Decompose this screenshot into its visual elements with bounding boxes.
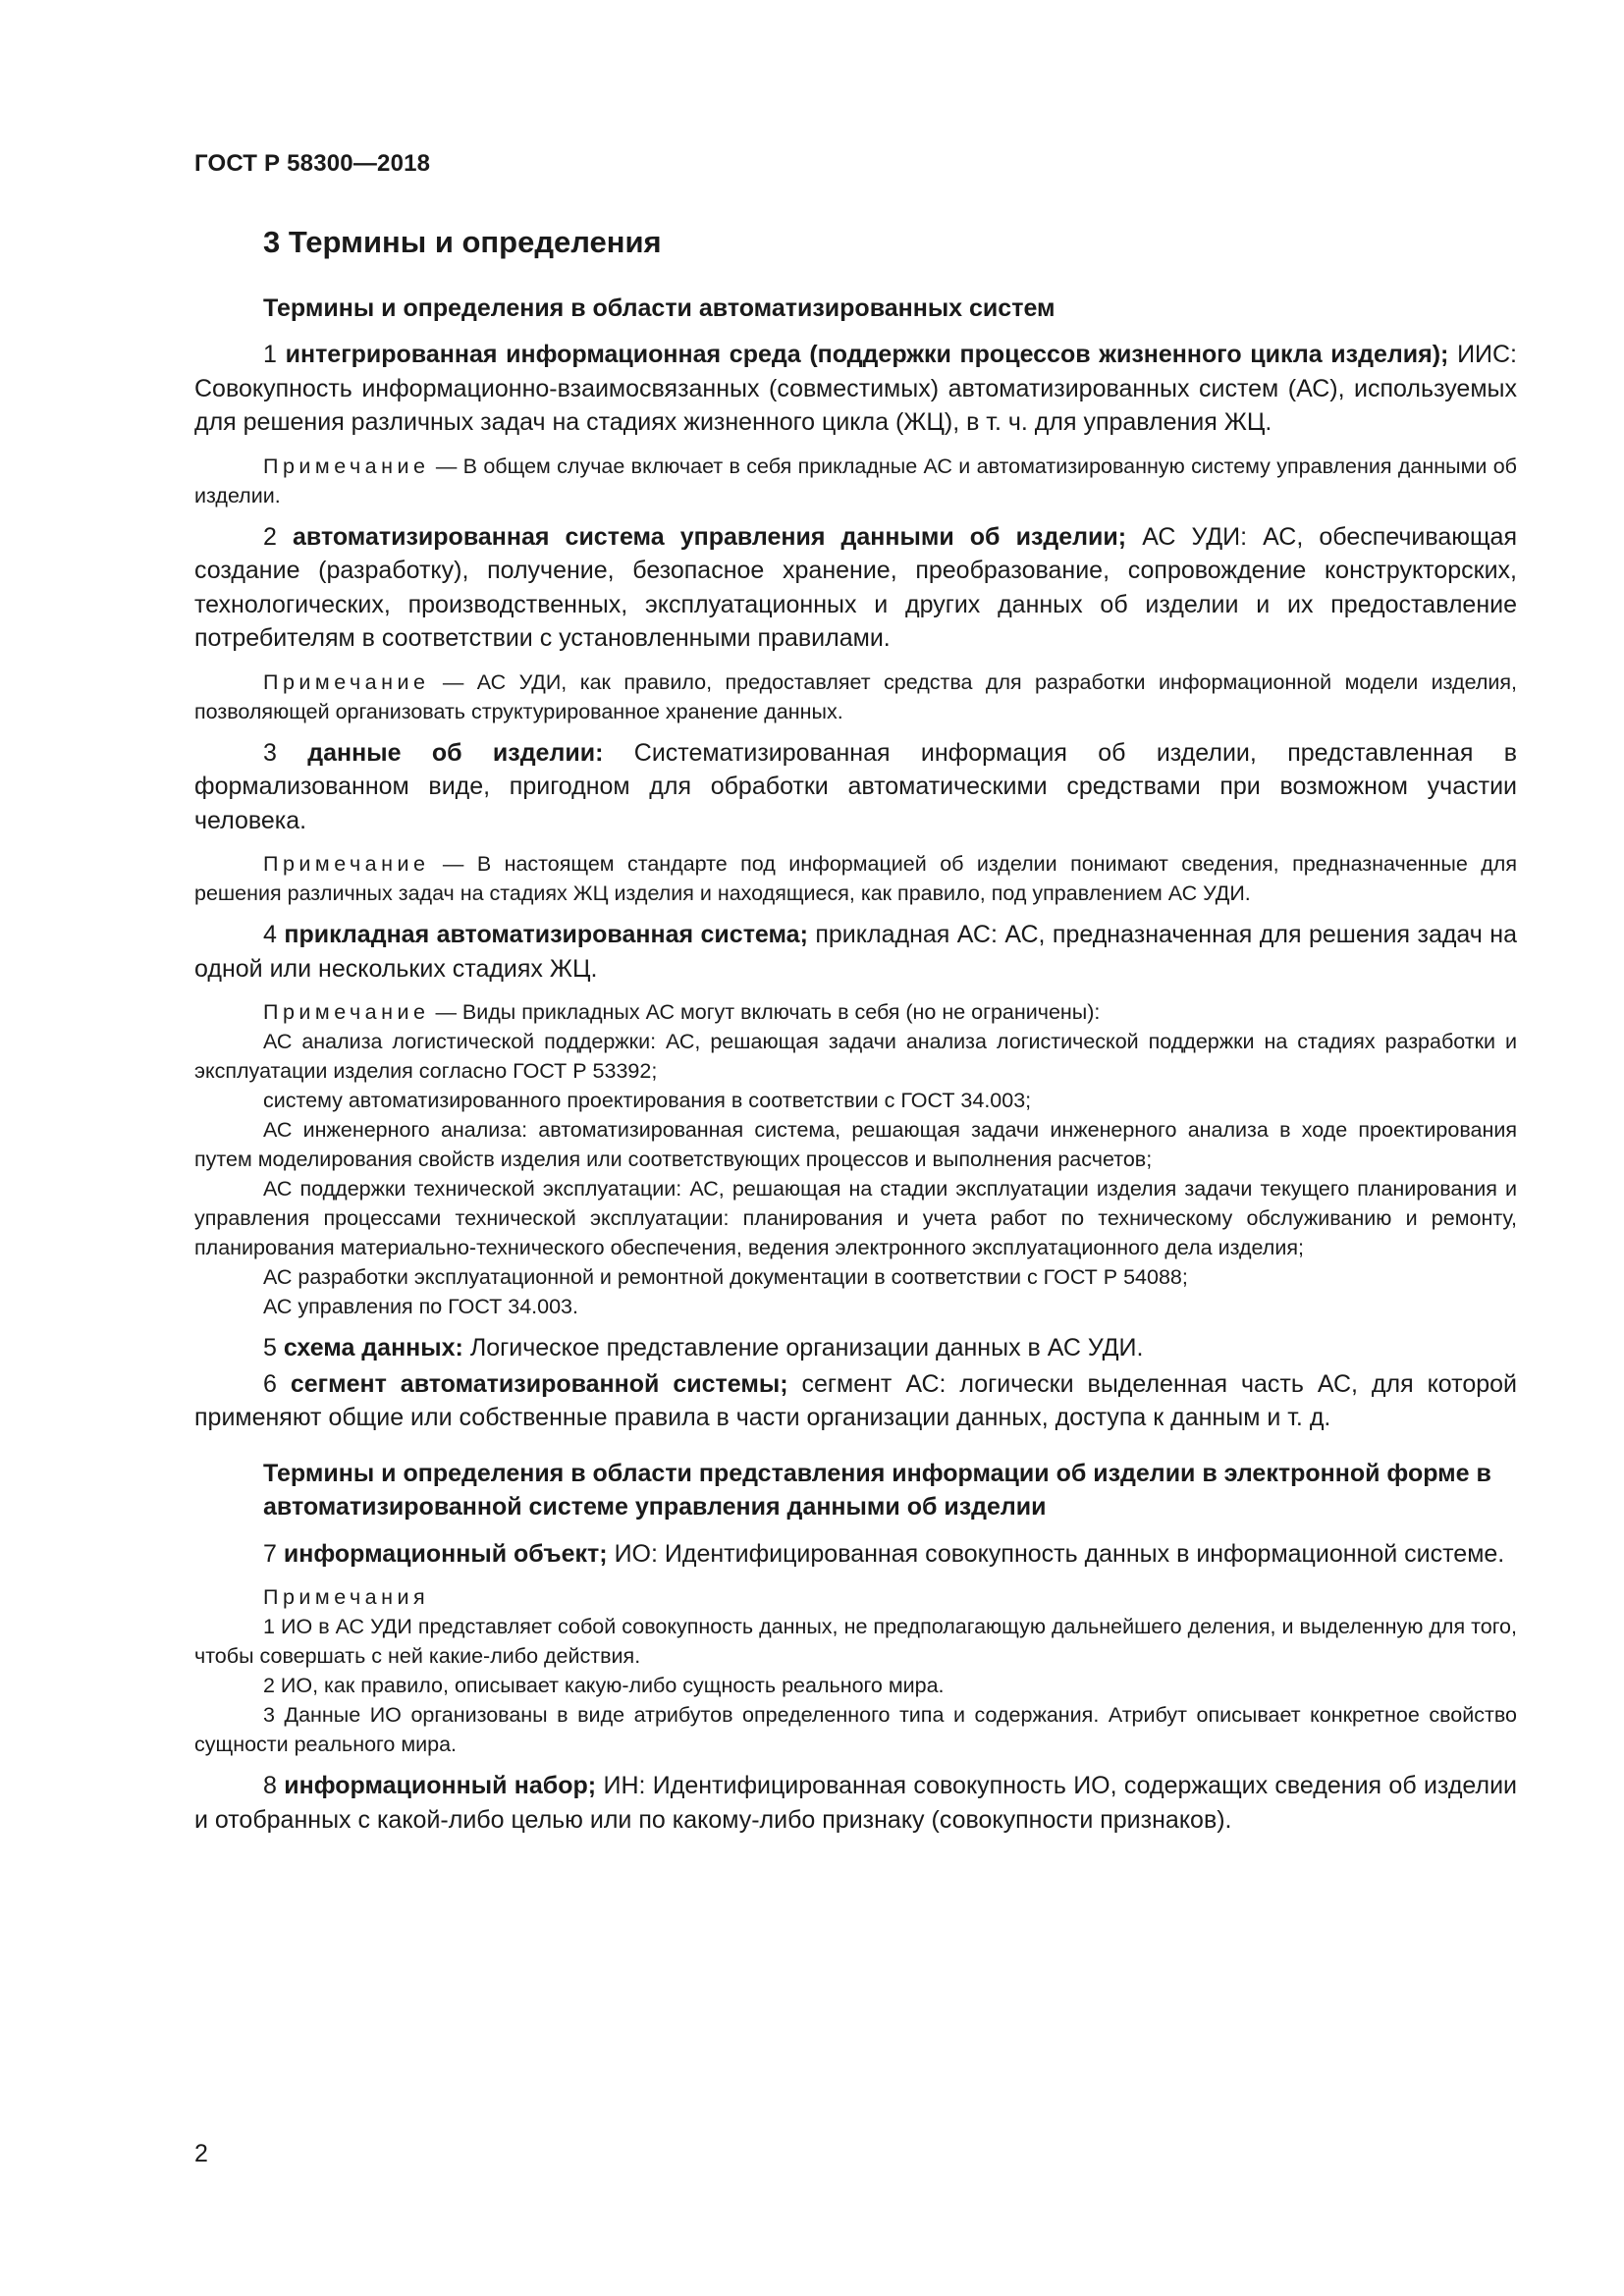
term-definition: Систематизированная информация об изделии, представленная в формализованном виде, пригодном для обработки автоматическими средствами при возможном участии человека. bbox=[194, 738, 1518, 834]
notes-heading bbox=[194, 1582, 1517, 1612]
term-name: схема данных: bbox=[283, 1334, 463, 1362]
term-name: интегрированная информационная среда (поддержки процессов жизненного цикла изделия); bbox=[285, 341, 1449, 368]
term-number: 8 bbox=[263, 1772, 277, 1799]
term-definition: ИО: Идентифицированная совокупность данных в информационной системе. bbox=[614, 1539, 1505, 1568]
term-note-3 bbox=[194, 849, 1517, 908]
note-list-item: АС разработки эксплуатационной и ремонтной документации в соответствии с ГОСТ Р 54088; bbox=[263, 1265, 1188, 1289]
note-list-item: 1 ИО в АС УДИ представляет собой совокупность данных, не предполагающую дальнейшего деления, и выделенную для того, чтобы совершать с ней какие-либо действия. bbox=[194, 1615, 1517, 1668]
section-title: 3 Термины и определения bbox=[263, 225, 662, 259]
note-text: — Виды прикладных АС могут включать в себя (но не ограничены): bbox=[435, 1000, 1101, 1024]
note-text: — В общем случае включает в себя прикладные АС и автоматизированную систему управления данными об изделии. bbox=[194, 454, 1517, 507]
note-list-item: АС анализа логистической поддержки: АС, решающая задачи анализа логистической поддержки на стадиях разработки и эксплуатации изделия согласно ГОСТ Р 53392; bbox=[194, 1030, 1517, 1083]
term-entry-1 bbox=[194, 338, 1517, 440]
group-heading-automated-systems: Термины и определения в области автоматизированных систем bbox=[263, 294, 1056, 322]
note-text: — АС УДИ, как правило, предоставляет средства для разработки информационной модели изделия, позволяющей организовать структурированное хранение данных. bbox=[194, 669, 1517, 723]
note-label: Примечание bbox=[263, 454, 430, 478]
term-entry-6 bbox=[194, 1367, 1517, 1435]
term-note-2 bbox=[194, 667, 1517, 726]
notes-label: Примечания bbox=[263, 1585, 430, 1609]
term-entry-5 bbox=[194, 1331, 1517, 1365]
note-list-item: 3 Данные ИО организованы в виде атрибутов определенного типа и содержания. Атрибут описывает конкретное свойство сущности реального мира. bbox=[194, 1703, 1517, 1756]
term-entry-2 bbox=[194, 520, 1517, 656]
document-body bbox=[194, 218, 1517, 1837]
note-list-item: систему автоматизированного проектирования в соответствии с ГОСТ 34.003; bbox=[263, 1089, 1032, 1112]
group-heading-electronic-product-info: Термины и определения в области представления информации об изделии в электронной форме в автоматизированной системе управления данными об изделии bbox=[263, 1459, 1491, 1521]
term-name: информационный набор; bbox=[284, 1772, 597, 1799]
page-number: 2 bbox=[194, 2140, 208, 2167]
term-number: 7 bbox=[263, 1539, 277, 1568]
term-name: информационный объект; bbox=[283, 1539, 608, 1568]
term-entry-8 bbox=[194, 1769, 1517, 1837]
note-label: Примечание bbox=[263, 1000, 430, 1024]
term-name: автоматизированная система управления данными об изделии; bbox=[293, 522, 1127, 551]
term-note-1 bbox=[194, 452, 1517, 510]
term-definition: Логическое представление организации данных в АС УДИ. bbox=[469, 1334, 1144, 1362]
note-list-item: АС инженерного анализа: автоматизированная система, решающая задачи инженерного анализа в ходе проектирования путем моделирования свойств изделия или соответствующих процессов и выполнения расчетов; bbox=[194, 1118, 1517, 1171]
term-definition: АС УДИ: АС, обеспечивающая создание (разработку), получение, безопасное хранение, преобразование, сопровождение конструкторских, технологических, производственных, эксплуатационных и других данных об изделии и их предоставление потребителям в соответствии с установленными правилами. bbox=[194, 522, 1517, 652]
term-name: данные об изделии: bbox=[307, 738, 604, 767]
term-entry-3 bbox=[194, 736, 1517, 838]
term-definition: прикладная АС: АС, предназначенная для решения задач на одной или нескольких стадиях ЖЦ. bbox=[194, 921, 1517, 983]
note-label: Примечание bbox=[263, 852, 430, 876]
term-number: 2 bbox=[263, 522, 277, 551]
note-list-item: АС поддержки технической эксплуатации: АС, решающая на стадии эксплуатации изделия задачи текущего планирования и управления процессами технической эксплуатации: планирования и учета работ по техническому обслуживанию и ремонту, планирования материально-технического обеспечения, ведения электронного эксплуатационного дела изделия; bbox=[194, 1177, 1517, 1259]
term-name: прикладная автоматизированная система; bbox=[284, 921, 808, 948]
term-note-4-intro bbox=[194, 997, 1517, 1027]
term-number: 4 bbox=[263, 921, 277, 948]
term-definition: сегмент АС: логически выделенная часть АС, для которой применяют общие или собственные правила в части организации данных, доступа к данным и т. д. bbox=[194, 1369, 1517, 1431]
document-page bbox=[194, 0, 1517, 2296]
term-definition: ИИС: Совокупность информационно-взаимосвязанных (совместимых) автоматизированных систем (АС), используемых для решения различных задач на стадиях жизненного цикла (ЖЦ), в т. ч. для управления ЖЦ. bbox=[194, 341, 1517, 436]
note-text: — В настоящем стандарте под информацией об изделии понимают сведения, предназначенные для решения различных задач на стадиях ЖЦ изделия и находящиеся, как правило, под управлением АС УДИ. bbox=[194, 852, 1517, 905]
standard-header: ГОСТ Р 58300—2018 bbox=[194, 150, 431, 177]
term-entry-4 bbox=[194, 918, 1517, 986]
term-entry-7 bbox=[194, 1537, 1517, 1572]
term-definition: ИН: Идентифицированная совокупность ИО, содержащих сведения об изделии и отобранных с какой-либо целью или по какому-либо признаку (совокупности признаков). bbox=[194, 1772, 1518, 1834]
term-number: 3 bbox=[263, 738, 277, 767]
term-name: сегмент автоматизированной системы; bbox=[290, 1369, 788, 1398]
term-number: 5 bbox=[263, 1334, 277, 1362]
note-list-item: 2 ИО, как правило, описывает какую-либо сущность реального мира. bbox=[263, 1674, 945, 1697]
note-list-item: АС управления по ГОСТ 34.003. bbox=[263, 1295, 578, 1318]
note-label: Примечание bbox=[263, 669, 430, 694]
term-number: 6 bbox=[263, 1369, 277, 1398]
term-number: 1 bbox=[263, 341, 277, 368]
